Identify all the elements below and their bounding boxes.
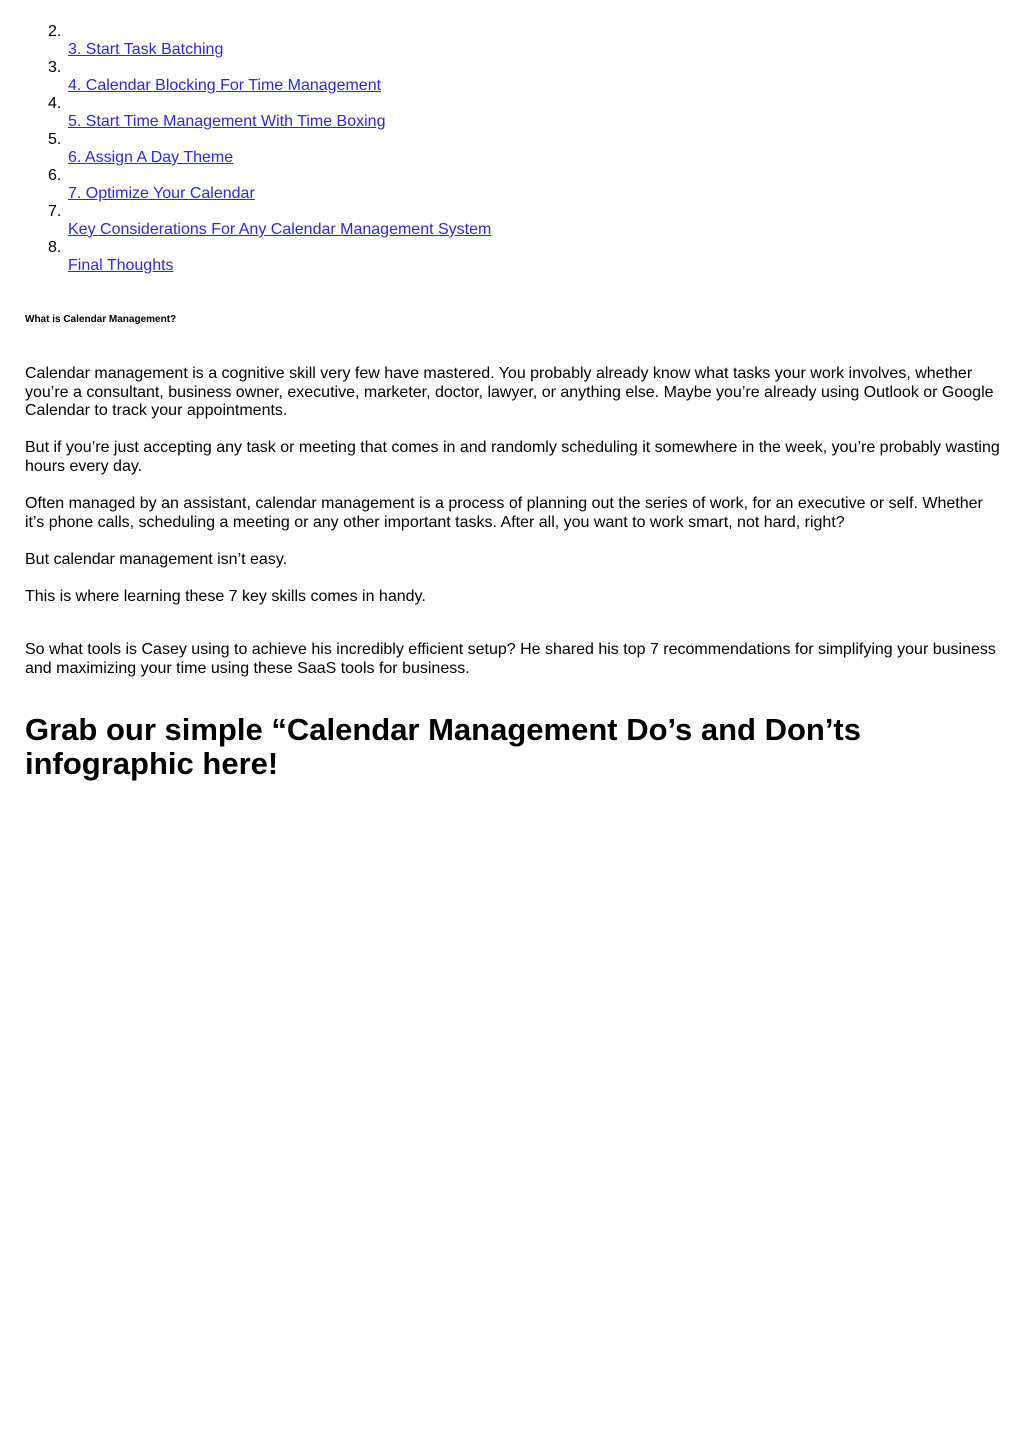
toc-link-day-theme[interactable]: 6. Assign A Day Theme [68,149,234,166]
paragraph: So what tools is Casey using to achieve his incredibly efficient setup? He shared his top 7 recommendations for simplifying your business and maximizing your time using these SaaS tools for business. [25,641,996,677]
toc-item-number: 5. [48,131,62,148]
toc-item-number: 4. [48,95,62,112]
toc-item [25,131,1000,167]
infographic-heading: Grab our simple “Calendar Management Do’s and Don’ts infographic here! [25,712,862,781]
toc-item [25,239,1000,275]
paragraph: Calendar management is a cognitive skill very few have mastered. You probably already know what tasks your work involves, whether you’re a consultant, business owner, executive, marketer, doctor, lawyer, or anything else. Maybe you’re already using Outlook or Google Calendar to track your appointments. [25,365,994,419]
toc-item-number: 3. [48,59,62,76]
toc-item [25,59,1000,95]
toc-item-number: 8. [48,239,62,256]
toc-link-task-batching[interactable]: 3. Start Task Batching [68,41,224,58]
toc-item [25,203,1000,239]
toc-item-number: 2. [48,23,62,40]
document-page [25,0,1000,781]
toc-link-optimize-calendar[interactable]: 7. Optimize Your Calendar [68,185,255,202]
table-of-contents [25,23,1000,275]
paragraph: This is where learning these 7 key skills comes in handy. [25,588,426,605]
paragraph: But if you’re just accepting any task or meeting that comes in and randomly scheduling it somewhere in the week, you’re probably wasting hours every day. [25,439,1000,475]
toc-item [25,95,1000,131]
toc-link-calendar-blocking[interactable]: 4. Calendar Blocking For Time Management [68,77,382,94]
toc-item-number: 7. [48,203,62,220]
toc-item [25,23,1000,59]
toc-item-number: 6. [48,167,62,184]
paragraph: Often managed by an assistant, calendar management is a process of planning out the series of work, for an executive or self. Whether it’s phone calls, scheduling a meeting or any other important tasks. After all, you want to work smart, not hard, right? [25,495,983,531]
toc-item [25,167,1000,203]
paragraph: But calendar management isn’t easy. [25,551,288,568]
section-label: What is Calendar Management? [25,314,177,325]
toc-link-key-considerations[interactable]: Key Considerations For Any Calendar Management System [68,221,492,238]
toc-link-time-boxing[interactable]: 5. Start Time Management With Time Boxing [68,113,386,130]
toc-link-final-thoughts[interactable]: Final Thoughts [68,257,174,274]
